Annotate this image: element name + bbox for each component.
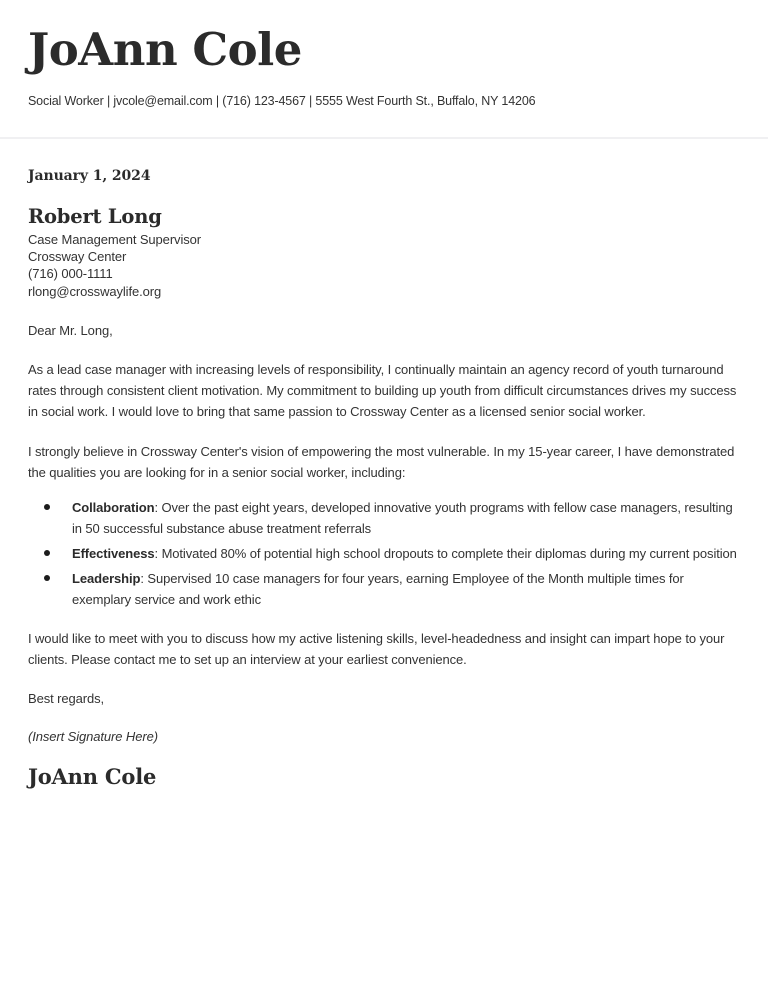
- recipient-organization: Crossway Center: [28, 249, 127, 265]
- quality-label: Leadership: [72, 570, 141, 586]
- quality-label: Effectiveness: [72, 545, 155, 561]
- signature-name: JoAnn Cole: [28, 764, 157, 790]
- body-paragraph-1: As a lead case manager with increasing levels of responsibility, I continually maintain an agency record of youth turnaround rates through consistent client motivation. My commitment to building up youth from difficult circumstances drives my success in social work. I would love to bring that same passion to Crossway Center as a licensed senior social worker.: [28, 361, 737, 419]
- list-item: [28, 568, 740, 610]
- bullet-disc-icon: [44, 550, 50, 556]
- body-paragraph-2: I strongly believe in Crossway Center's vision of empowering the most vulnerable. In my 15-year career, I have demonstrated the qualities you are looking for in a senior social worker, including:: [28, 443, 735, 480]
- quality-text: Supervised 10 case managers for four years, earning Employee of the Month multiple times for exemplary service and work ethic: [72, 570, 684, 608]
- recipient-block: [28, 205, 740, 300]
- header-divider: [0, 137, 768, 139]
- recipient-email: rlong@crosswaylife.org: [28, 283, 162, 299]
- letter-body: [0, 168, 768, 789]
- list-item: [28, 497, 740, 539]
- bullet-disc-icon: [44, 575, 50, 581]
- qualities-list: [28, 497, 740, 610]
- quality-separator: :: [154, 545, 162, 561]
- signature-placeholder: (Insert Signature Here): [28, 728, 158, 744]
- body-paragraph-3: I would like to meet with you to discuss how my active listening skills, level-headedness and insight can impart hope to your clients. Please contact me to set up an interview at your earliest convenience.: [28, 631, 725, 668]
- recipient-name: Robert Long: [28, 204, 162, 228]
- salutation: Dear Mr. Long,: [28, 322, 113, 338]
- sign-off: Best regards,: [28, 691, 105, 707]
- list-item: [28, 543, 740, 564]
- recipient-phone: (716) 000-1111: [28, 266, 113, 282]
- letter-date: January 1, 2024: [28, 167, 151, 184]
- quality-separator: :: [140, 570, 148, 586]
- letterhead: [0, 0, 768, 111]
- quality-separator: :: [154, 499, 162, 515]
- quality-text: Motivated 80% of potential high school dropouts to complete their diplomas during my current position: [161, 545, 737, 561]
- quality-text: Over the past eight years, developed innovative youth programs with fellow case managers, resulting in 50 successful substance abuse treatment referrals: [72, 499, 733, 536]
- page-title: JoAnn Cole: [28, 23, 302, 76]
- recipient-job-title: Case Management Supervisor: [28, 232, 201, 248]
- quality-label: Collaboration: [72, 499, 155, 515]
- contact-info-line: Social Worker | jvcole@email.com | (716) 123-4567 | 5555 West Fourth St., Buffalo, NY 14206: [28, 94, 536, 109]
- bullet-disc-icon: [44, 504, 50, 510]
